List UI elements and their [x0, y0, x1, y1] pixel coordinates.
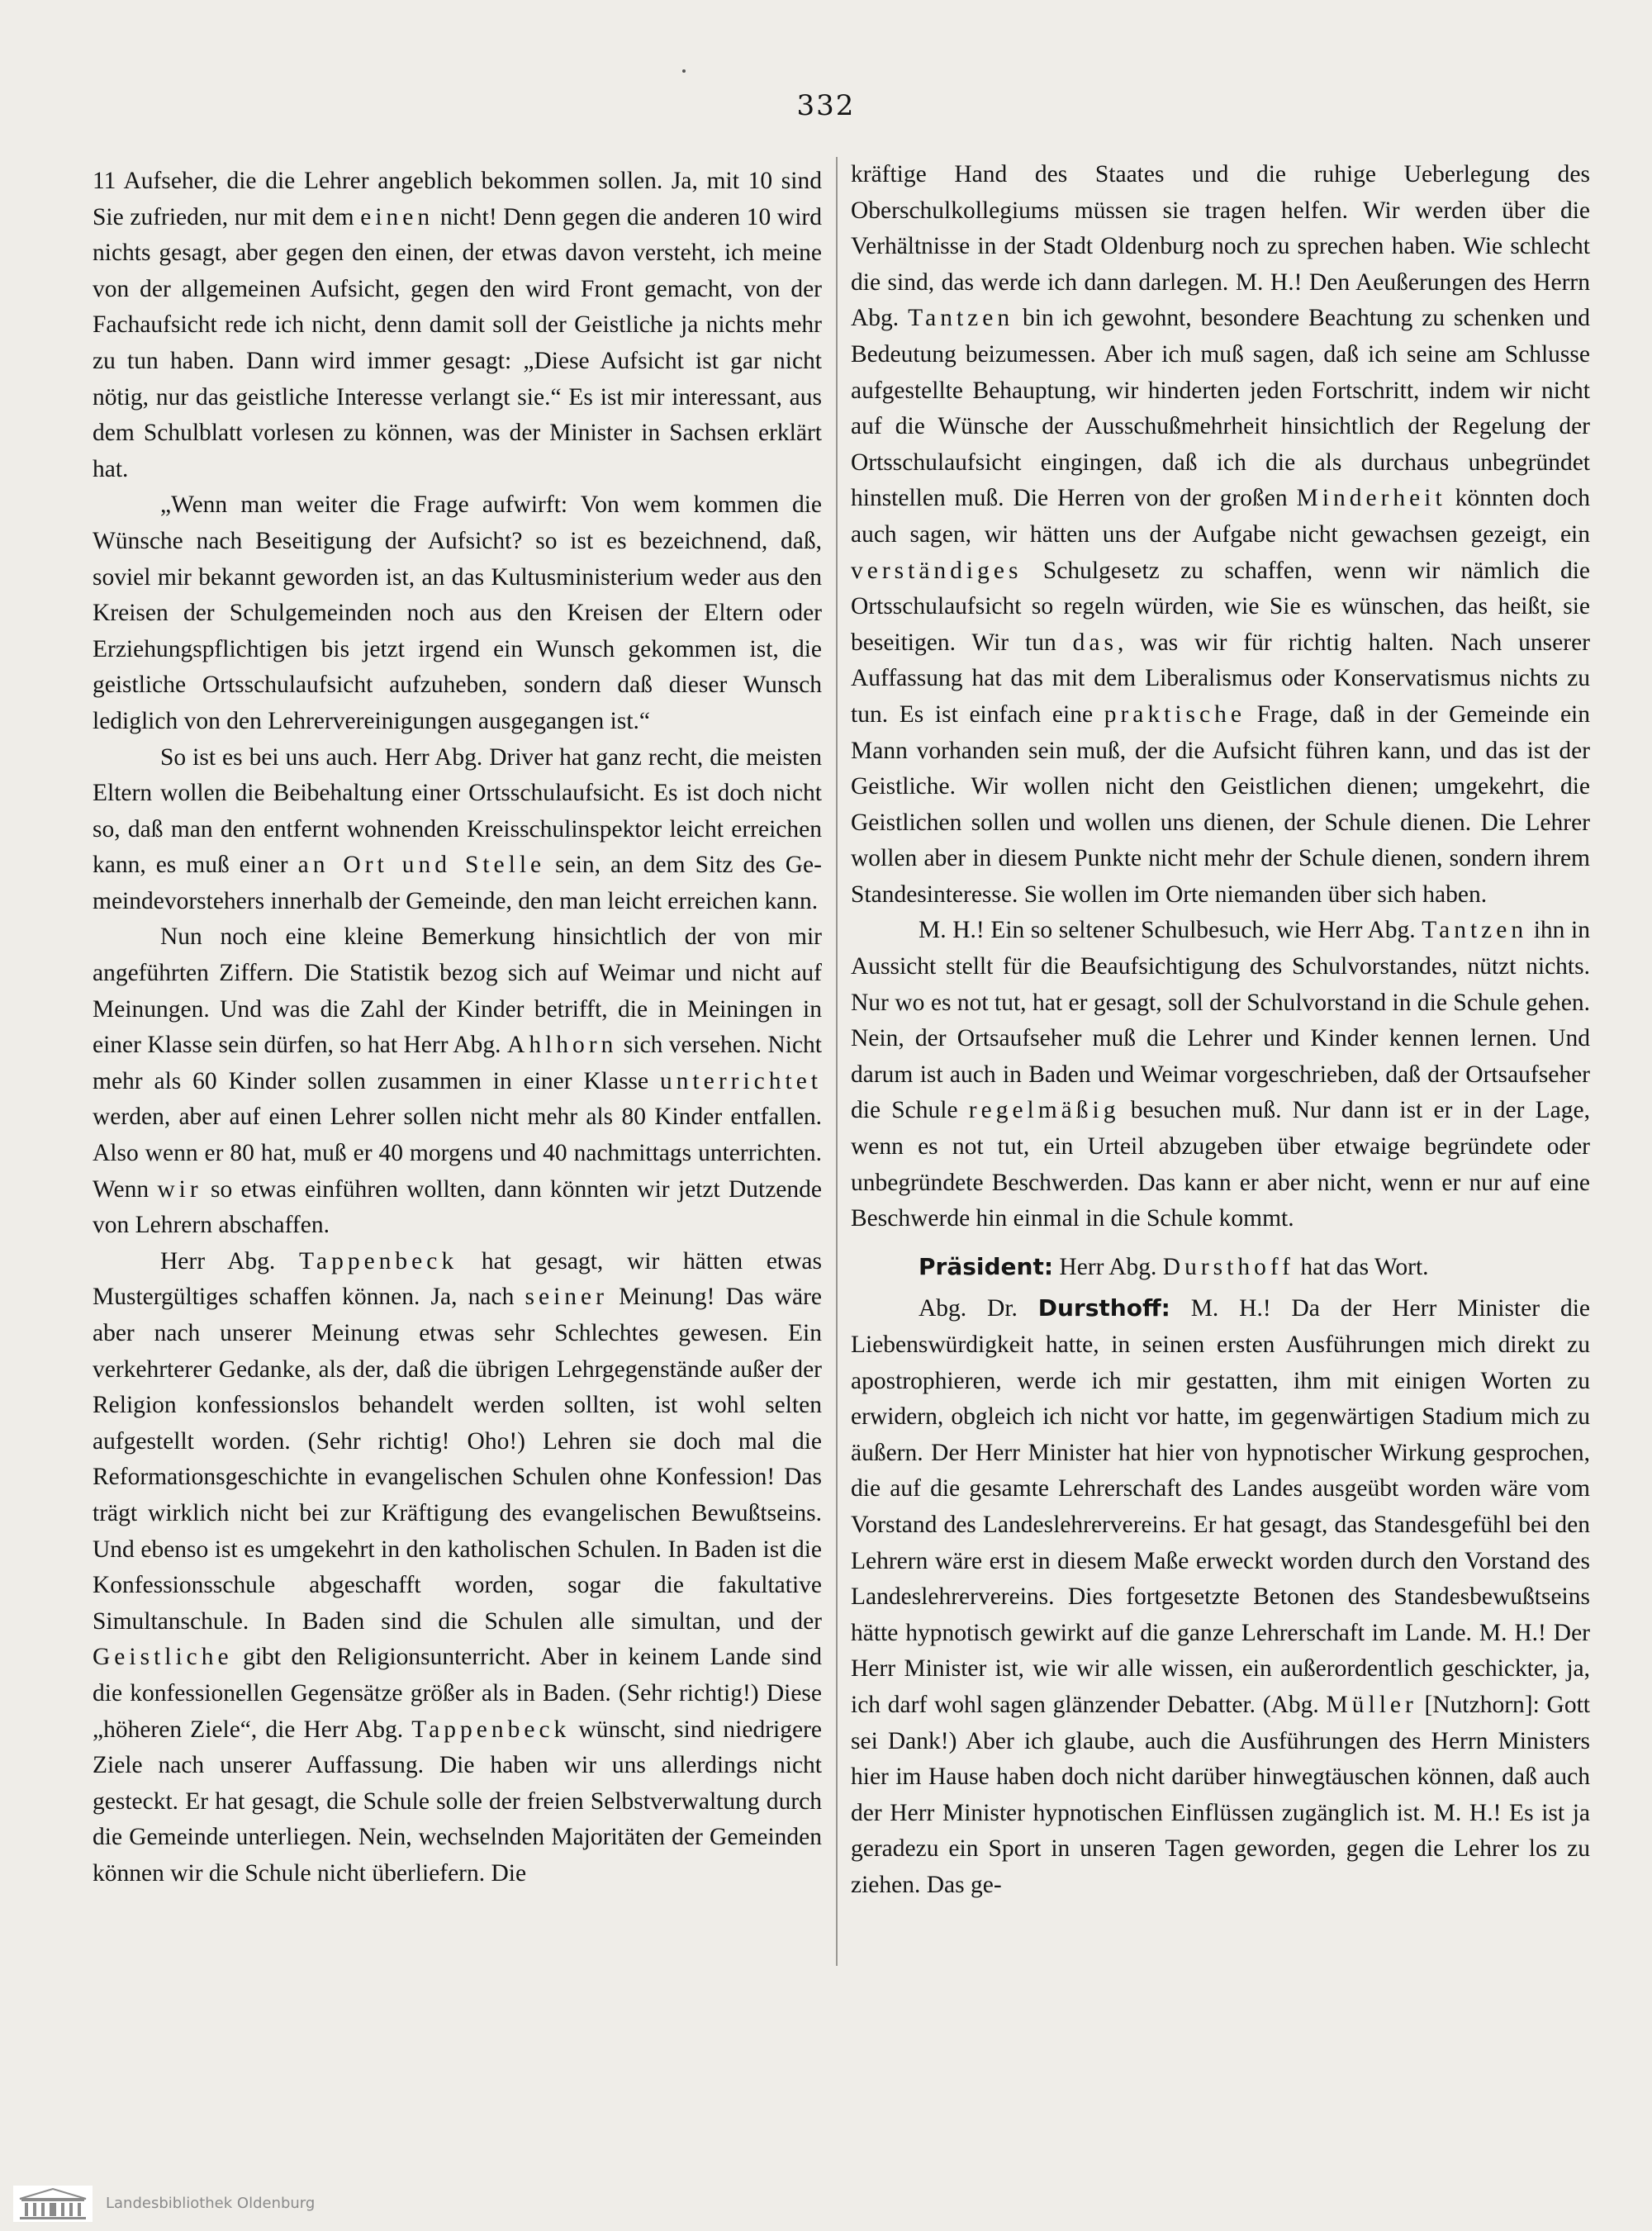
speaker-line-praesident: Präsident: Herr Abg. Dursthoff hat das Wort.	[919, 1252, 1429, 1280]
right-paragraph-1: kräftige Hand des Staates und die ruhige Ueberlegung des Oberschulkollegiums müssen sie tragen helfen. Wir werden über die Verhältnisse in der Stadt Oldenburg noch zu sprechen haben. Wie schlecht die sind, das werde ich dann darlegen. M. H.! Den Aeußerungen des Herrn Abg. Tantzen bin ich gewohnt, besondere Beachtung zu schenken und Bedeutung beizumessen. Aber ich muß sagen, daß ich seine am Schlusse aufgestellte Behauptung, wir hinderten jeden Fortschritt, indem wir nicht auf die Wünsche der Ausschußmehrheit hinsichtlich der Regelung der Ortsschulaufsicht eingingen, daß ich die als durchaus unbegründet hinstellen muß. Die Herren von der großen Minderheit könnten doch auch sagen, wir hätten uns der Aufgabe nicht gewachsen gezeigt, ein verständiges Schulgesetz zu schaffen, wenn wir nämlich die Ortsschulaufsicht so regeln würden, wie Sie es wünschen, das heißt, sie beseitigen. Wir tun das, was wir für richtig halten. Nach unserer Auffassung hat das mit dem Liberalismus oder Konservatismus nichts zu tun. Es ist einfach eine praktische Frage, daß in der Gemeinde ein Mann vorhanden sein muß, der die Aufsicht führen kann, und das ist der Geistliche. Wir wollen nicht den Geistlichen dienen; umgekehrt, die Geistlichen sollen und wollen uns dienen, der Schule dienen. Die Lehrer wollen aber in diesem Punkte nicht mehr der Schule dienen, sondern ihrem Standesinteresse. Sie wollen im Orte niemanden über sich haben.	[851, 161, 1590, 908]
column-divider	[836, 157, 838, 1966]
left-column	[93, 164, 822, 1892]
right-column	[851, 157, 1590, 1904]
right-paragraph-3: Abg. Dr. Dursthoff: M. H.! Da der Herr Minister die Liebenswürdigkeit hatte, in seinen ersten Ausführungen mich direkt zu apostrophieren, werde ich mir gestatten, ihm mit einigen Worten zu erwidern, obgleich ich nicht vor hatte, im gegenwärtigen Stadium mich zu äußern. Der Herr Minister hat hier von hypnotischer Wirkung gesprochen, die auf die gesamte Lehrerschaft des Landes ausgeübt worden wäre vom Vorstand des Landeslehrervereins. Er hat gesagt, das Standesgefühl bei den Lehrern wäre erst in diesem Maße erweckt worden durch den Vorstand des Landeslehrervereins. Dies fortgesetzte Betonen des Standesbewußtseins hätte hypnotisch gewirkt auf die ganze Lehrerschaft im Lande. M. H.! Der Herr Minister ist, wie wir alle wissen, ein außerordentlich geschickter, ja, ich darf wohl sagen glänzender Debatter. (Abg. Müller [Nutzhorn]: Gott sei Dank!) Aber ich glaube, auch die Ausführungen des Herrn Ministers hier im Hause haben doch nicht darüber hinwegtäuschen können, daß auch der Herr Minister hypnotischen Einflüssen zugänglich ist. M. H.! Es ist ja geradezu ein Sport in unseren Tagen geworden, gegen die Lehrer los zu ziehen. Das ge-	[851, 1294, 1590, 1898]
left-paragraph-1: 11 Aufseher, die die Lehrer angeblich bekommen sollen. Ja, mit 10 sind Sie zufrieden, nur mit dem einen nicht! Denn gegen die anderen 10 wird nichts gesagt, aber gegen den einen, der etwas davon versteht, ich meine von der allgemeinen Aufsicht, gegen den wird Front gemacht, von der Fachaufsicht rede ich nicht, denn damit soll der Geistliche ja nichts mehr zu tun haben. Dann wird immer gesagt: „Diese Aufsicht ist gar nicht nötig, nur das geistliche Interesse verlangt sie.“ Es ist mir interessant, aus dem Schulblatt vorlesen zu können, was der Minister in Sachsen erklärt hat.	[93, 168, 822, 482]
library-building-icon	[13, 2186, 93, 2222]
footer-bar	[0, 2181, 1652, 2231]
left-paragraph-5: Herr Abg. Tappenbeck hat gesagt, wir hätten etwas Mustergültiges schaffen können. Ja, nach seiner Meinung! Das wäre aber nach unserer Meinung etwas sehr Schlechtes gewesen. Ein verkehrterer Gedanke, als der, daß die übrigen Lehrgegenstände außer der Religion konfessionslos behandelt werden sollten, ist wohl selten aufgestellt worden. (Sehr richtig! Oho!) Lehren sie doch mal die Reformationsgeschichte in evangelischen Schulen ohne Konfession! Das trägt wirklich nicht bei zur Kräftigung des evangelischen Bewußtseins. Und ebenso ist es umgekehrt in den katholischen Schulen. In Baden ist die Konfessionsschule abgeschafft worden, sogar die fakultative Simultanschule. In Baden sind die Schulen alle simultan, und der Geistliche gibt den Religionsunterricht. Aber in keinem Lande sind die konfessionellen Gegensätze größer als in Baden. (Sehr richtig!) Diese „höheren Ziele“, die Herr Abg. Tappenbeck wünscht, sind niedrigere Ziele nach unserer Auffassung. Die haben wir uns allerdings nicht gesteckt. Er hat gesagt, die Schule solle der freien Selbstverwaltung durch die Gemeinde unterliegen. Nein, wechselnden Majoritäten der Gemeinden können wir die Schule nicht überliefern. Die	[93, 1247, 822, 1887]
left-paragraph-3: So ist es bei uns auch. Herr Abg. Driver hat ganz recht, die meisten Eltern wollen die Beibehaltung einer Ortsschulaufsicht. Es ist doch nicht so, daß man den entfernt wohnenden Kreisschulinspektor leicht erreichen kann, es muß einer an Ort und Stelle sein, an dem Sitz des Gemeindevorstehers innerhalb der Gemeinde, den man leicht erreichen kann.	[93, 743, 822, 914]
speaker-label-dursthoff: Dursthoff:	[1037, 1294, 1170, 1322]
page-number: 332	[796, 89, 856, 122]
library-name: Landesbibliothek Oldenburg	[106, 2195, 316, 2212]
print-speck	[682, 69, 686, 73]
speaker-label-praesident: Präsident:	[919, 1252, 1054, 1280]
left-paragraph-4: Nun noch eine kleine Bemerkung hinsichtlich der von mir angeführten Ziffern. Die Statistik bezog sich auf Weimar und nicht auf Meinungen. Und was die Zahl der Kinder betrifft, die in Meiningen in einer Klasse sein dürfen, so hat Herr Abg. Ahlhorn sich versehen. Nicht mehr als 60 Kinder sollen zusammen in einer Klasse unterrichtet werden, aber auf einen Lehrer sollen nicht mehr als 80 Kinder entfallen. Also wenn er 80 hat, muß er 40 morgens und 40 nachmittags unterrichten. Wenn wir so etwas einführen wollten, dann könnten wir jetzt Dutzende von Lehrern abschaffen.	[93, 923, 822, 1239]
left-paragraph-2-quote: „Wenn man weiter die Frage aufwirft: Von wem kommen die Wünsche nach Beseitigung der Aufsicht? so ist es bezeichnend, daß, soviel mir bekannt geworden ist, an das Kultusministerium weder aus den Kreisen der Schulgemeinden noch aus den Kreisen der Eltern oder Erziehungspflichtigen bis jetzt irgend ein Wunsch gekommen ist, die geistliche Ortsschulaufsicht aufzuheben, sondern daß dieser Wunsch lediglich von den Lehrervereinigungen ausgegangen ist.“	[93, 491, 822, 734]
right-paragraph-2: M. H.! Ein so seltener Schulbesuch, wie Herr Abg. Tantzen ihn in Aussicht stellt für die Beaufsichtigung des Schulvorstandes, nützt nichts. Nur wo es not tut, hat er gesagt, soll der Schulvorstand in die Schule gehen. Nein, der Ortsaufseher muß die Lehrer und Kinder kennen lernen. Und darum ist auch in Baden und Weimar vorgeschrieben, daß der Ortsaufseher die Schule regelmäßig besuchen muß. Nur dann ist er in der Lage, wenn es not tut, ein Urteil abzugeben über etwaige begründete oder unbegründete Beschwerden. Das kann er aber nicht, wenn er nur auf eine Beschwerde hin einmal in die Schule kommt.	[851, 917, 1590, 1232]
